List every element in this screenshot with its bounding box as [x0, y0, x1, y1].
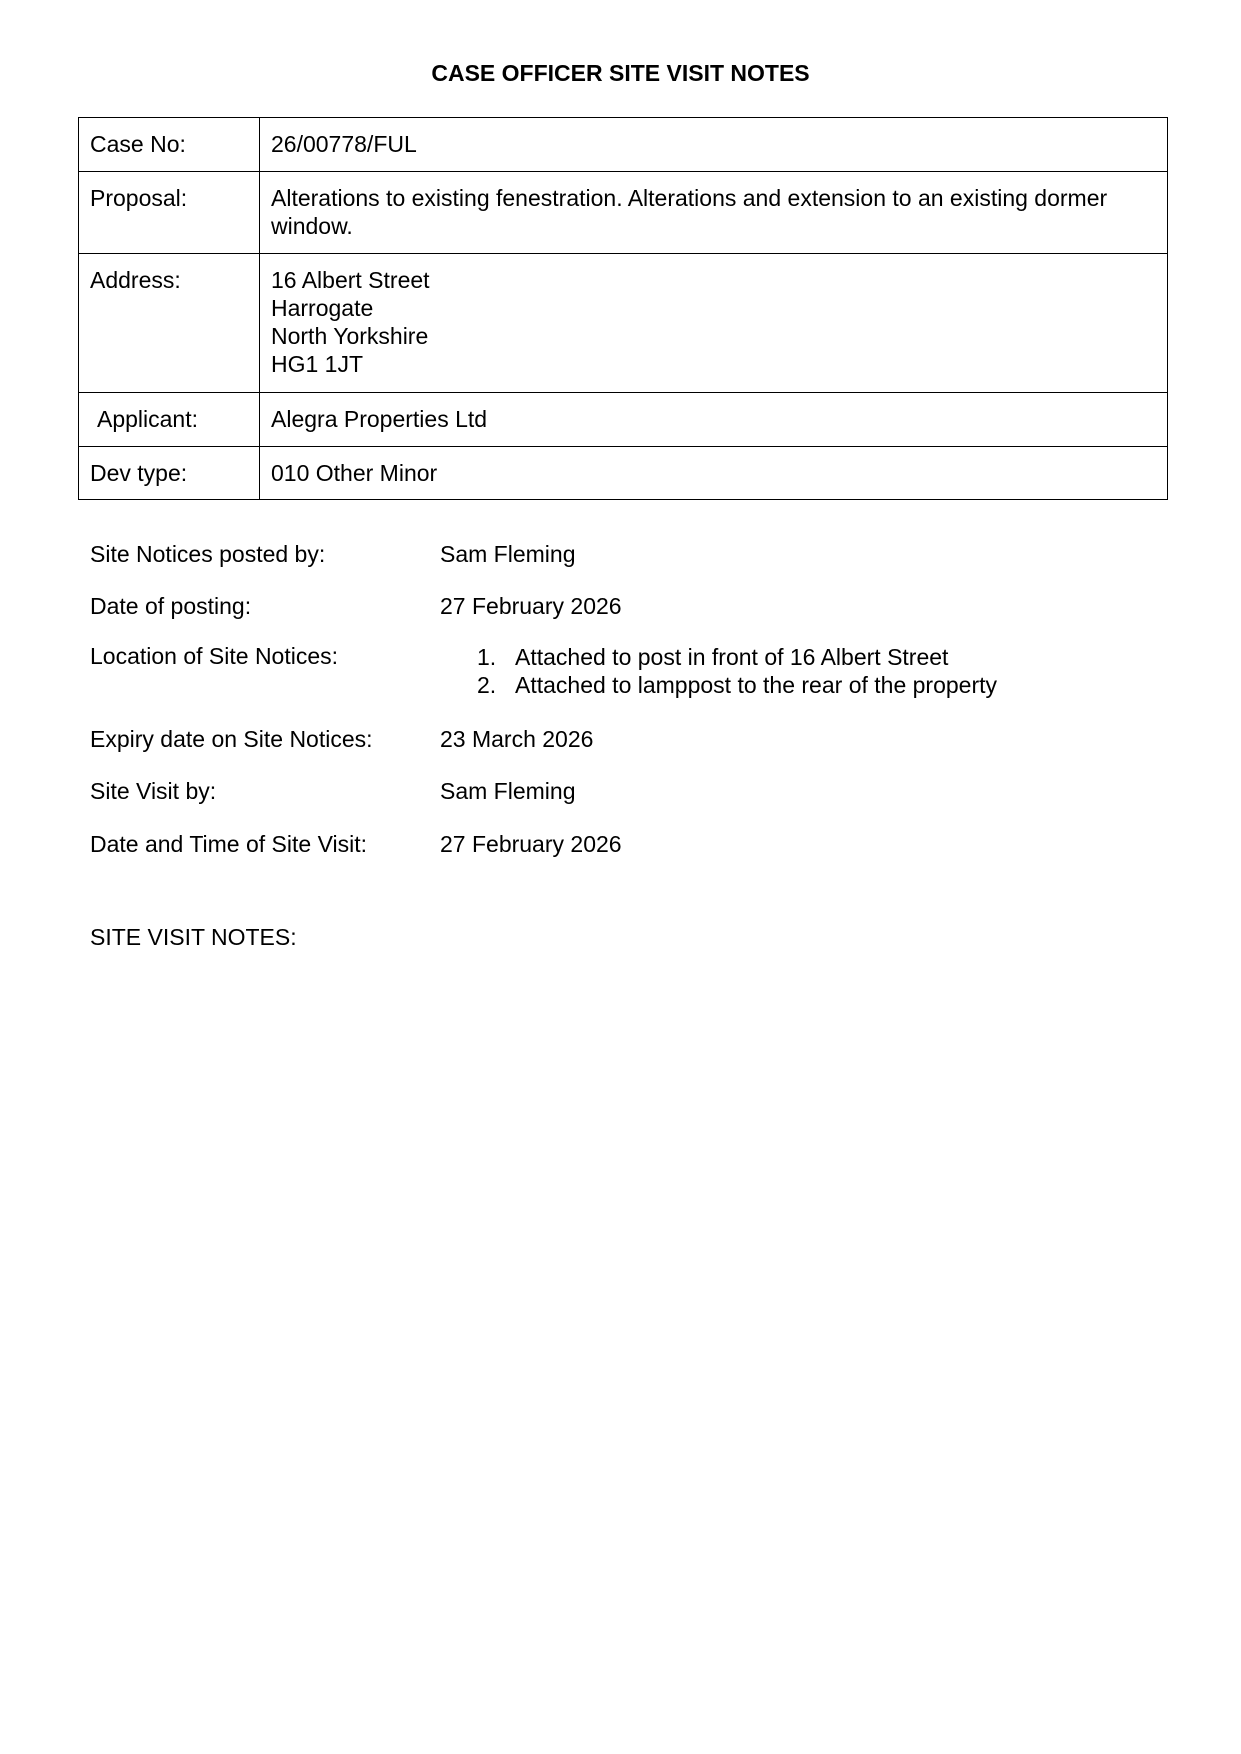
- location-label: Location of Site Notices:: [90, 643, 339, 669]
- applicant-value: Alegra Properties Ltd: [260, 393, 1168, 447]
- address-line: North Yorkshire: [271, 323, 429, 349]
- proposal-value: Alterations to existing fenestration. Alterations and extension to an existing dormer window.: [260, 172, 1168, 254]
- visit-by-label: Site Visit by:: [90, 778, 217, 804]
- list-text: Attached to post in front of 16 Albert Street: [515, 644, 949, 670]
- table-row: [79, 118, 1168, 172]
- table-row: [79, 393, 1168, 447]
- case-no-label: Case No:: [79, 118, 260, 172]
- address-label: Address:: [79, 254, 260, 393]
- list-item: [477, 643, 997, 671]
- visit-by-value: Sam Fleming: [440, 778, 576, 804]
- address-line: HG1 1JT: [271, 351, 364, 377]
- list-number: 1.: [477, 644, 497, 670]
- date-posting-value: 27 February 2026: [440, 593, 622, 619]
- dev-type-value: 010 Other Minor: [260, 447, 1168, 500]
- list-number: 2.: [477, 672, 497, 698]
- address-line: 16 Albert Street: [271, 267, 430, 293]
- site-visit-notes-heading: SITE VISIT NOTES:: [90, 924, 297, 950]
- case-details-table: [78, 117, 1168, 500]
- applicant-label: Applicant:: [79, 393, 260, 447]
- location-list: [477, 643, 997, 699]
- address-value: [260, 254, 1168, 393]
- list-item: [477, 671, 997, 699]
- table-row: [79, 447, 1168, 500]
- expiry-value: 23 March 2026: [440, 726, 594, 752]
- table-row: [79, 172, 1168, 254]
- address-line: Harrogate: [271, 295, 374, 321]
- expiry-label: Expiry date on Site Notices:: [90, 726, 373, 752]
- date-posting-label: Date of posting:: [90, 593, 252, 619]
- dev-type-label: Dev type:: [79, 447, 260, 500]
- proposal-label: Proposal:: [79, 172, 260, 254]
- visit-date-label: Date and Time of Site Visit:: [90, 831, 367, 857]
- posted-by-label: Site Notices posted by:: [90, 541, 326, 567]
- visit-date-value: 27 February 2026: [440, 831, 622, 857]
- case-no-value: 26/00778/FUL: [260, 118, 1168, 172]
- list-text: Attached to lamppost to the rear of the property: [515, 672, 998, 698]
- posted-by-value: Sam Fleming: [440, 541, 576, 567]
- table-row: [79, 254, 1168, 393]
- page-title: CASE OFFICER SITE VISIT NOTES: [431, 60, 810, 86]
